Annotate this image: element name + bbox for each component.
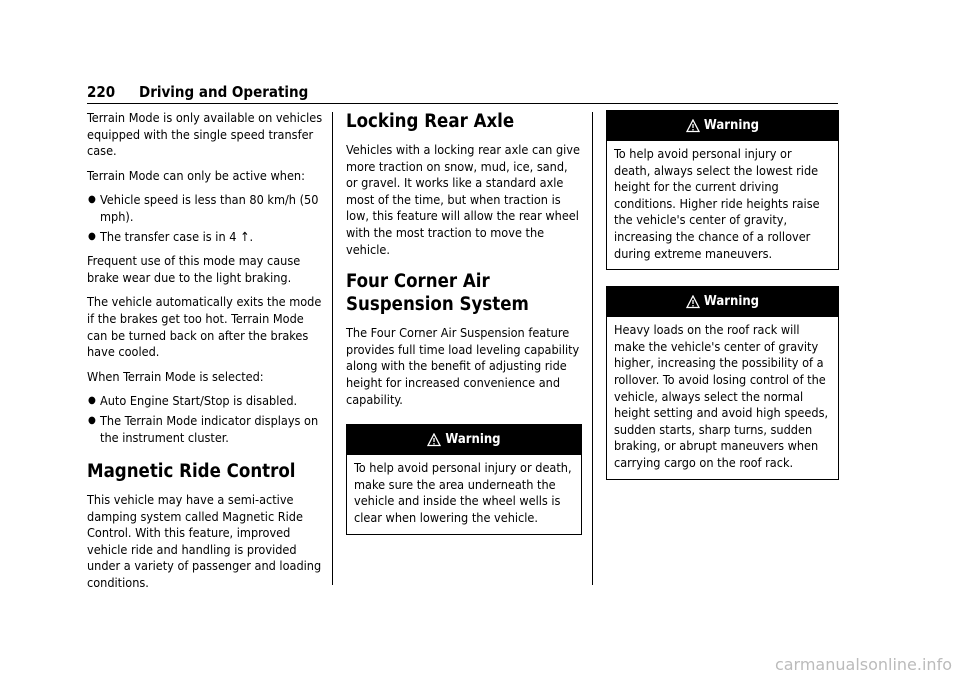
- page-header: [87, 81, 838, 104]
- warning-header: [607, 287, 838, 317]
- paragraph-air-suspension: The Four Corner Air Suspension feature provides full time load leveling capability along with the benefit of adjusting ride height for increased convenience and capability.: [346, 325, 580, 407]
- paragraph-magnetic-ride: This vehicle may have a semi-active damping system called Magnetic Ride Control. With this feature, improved vehicle ride and handling is provided under a variety of passenger and loading conditions.: [87, 492, 322, 591]
- warning-triangle-icon: [686, 119, 700, 133]
- bullet-list-terrain-effects: [87, 393, 325, 446]
- warning-label: Warning: [703, 293, 760, 309]
- paragraph-terrain-selected: When Terrain Mode is selected:: [87, 368, 264, 384]
- watermark: carmanualsonline.info: [774, 655, 952, 674]
- list-item: ● The Terrain Mode indicator displays on the instrument cluster.: [88, 412, 319, 445]
- bullet-icon: ●: [88, 395, 96, 407]
- list-item: ● The transfer case is in 4 ↑.: [88, 228, 254, 244]
- paragraph-terrain-active: Terrain Mode can only be active when:: [87, 167, 305, 183]
- warning-label: Warning: [703, 117, 760, 133]
- column-1: [87, 110, 325, 600]
- bullet-icon: ●: [88, 230, 96, 242]
- list-item: ● Vehicle speed is less than 80 km/h (50 mph).: [88, 192, 319, 224]
- heading-magnetic-ride: Magnetic Ride Control: [87, 461, 296, 483]
- warning-header: [607, 111, 838, 141]
- warning-box-lowering: [346, 424, 582, 534]
- warning-header: [347, 425, 581, 455]
- column-divider-2: [592, 112, 593, 585]
- warning-text: To help avoid personal injury or death, always select the lowest ride height for the current driving conditions. Higher ride heights raise the vehicle's center of gravity, increasing the chance of a rollover during extreme maneuvers.: [614, 146, 820, 261]
- bullet-icon: ●: [88, 194, 96, 206]
- warning-triangle-icon: [686, 295, 700, 309]
- warning-box-roof-rack: [606, 286, 839, 479]
- warning-box-ride-height: [606, 110, 839, 270]
- list-item: ● Auto Engine Start/Stop is disabled.: [88, 393, 298, 409]
- paragraph-brake-wear: Frequent use of this mode may cause brake wear due to the light braking.: [87, 253, 301, 285]
- section-title: Driving and Operating: [139, 83, 309, 101]
- column-3: [606, 110, 839, 494]
- bullet-icon: ●: [88, 414, 96, 426]
- warning-label: Warning: [445, 431, 501, 447]
- warning-text: To help avoid personal injury or death, make sure the area underneath the vehicle and inside the wheel wells is clear when lowering the vehicle.: [354, 460, 572, 525]
- bullet-list-terrain-conditions: [87, 192, 325, 245]
- warning-triangle-icon: [427, 433, 441, 447]
- paragraph-locking-rear-axle: Vehicles with a locking rear axle can give more traction on snow, mud, ice, sand, or gravel. It works like a standard axle most of the time, but when traction is low, this feature will allow the rear wheel with the most traction to move the vehicle.: [346, 142, 580, 257]
- heading-air-suspension: Four Corner Air Suspension System: [346, 271, 529, 316]
- page-number: 220: [87, 83, 116, 101]
- warning-text: Heavy loads on the roof rack will make the vehicle's center of gravity higher, increasing the possibility of a rollover. To avoid losing control of the vehicle, always select the normal height setting and avoid high speeds, sudden starts, sharp turns, sudden braking, or abrupt maneuvers when carrying cargo on the roof rack.: [614, 322, 829, 470]
- column-2: [346, 110, 582, 549]
- heading-locking-rear-axle: Locking Rear Axle: [346, 111, 515, 132]
- column-divider-1: [332, 112, 333, 585]
- paragraph-terrain-availability: Terrain Mode is only available on vehicles equipped with the single speed transfer case.: [87, 110, 323, 159]
- paragraph-auto-exit: The vehicle automatically exits the mode if the brakes get too hot. Terrain Mode can be turned back on after the brakes have cooled.: [87, 294, 322, 360]
